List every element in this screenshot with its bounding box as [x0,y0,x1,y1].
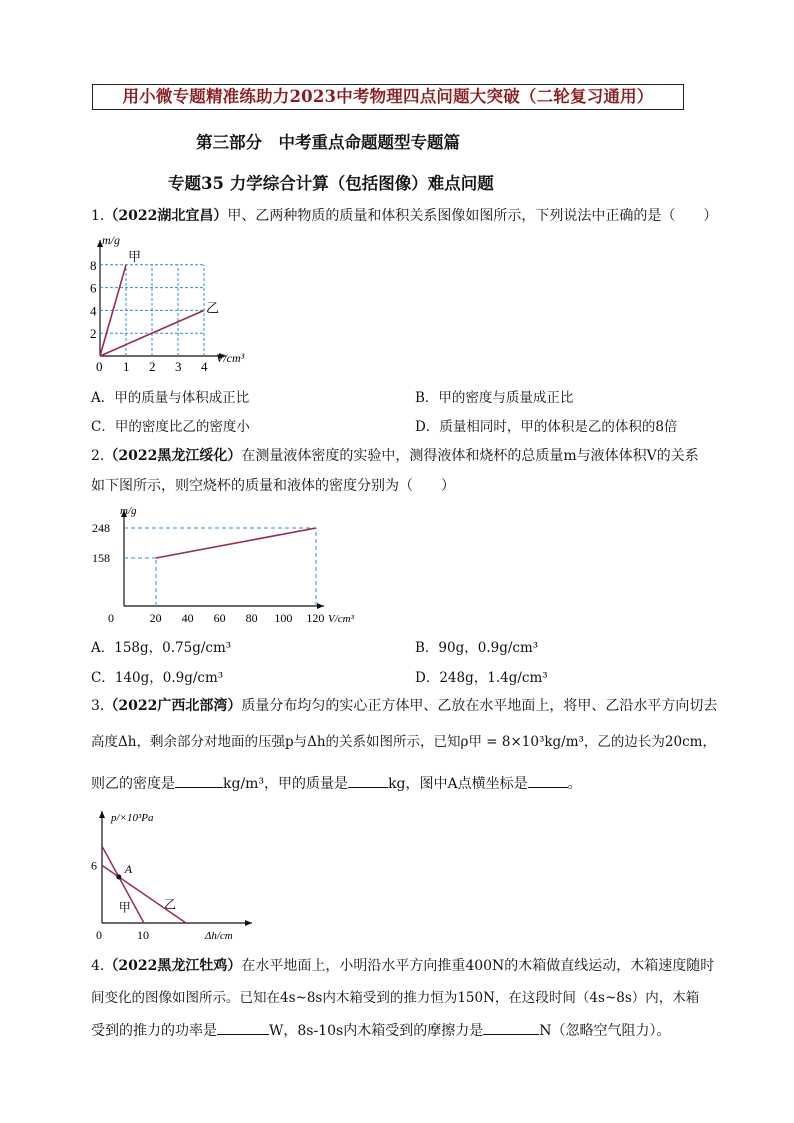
q1-stem [91,206,717,226]
q3-blank-mass[interactable] [348,773,388,788]
x-tick-label: 80 [245,611,258,625]
q4-number: 4. [91,958,105,974]
q2-source: （2022黑龙江绥化） [104,448,242,464]
series-line-yi [102,865,186,923]
x-tick-label: 0 [96,359,103,374]
x-axis-arrow [317,603,324,609]
q1-option-c: C．甲的密度比乙的密度小 [91,419,250,435]
q3-text3c: kg，图中A点横坐标是 [388,776,528,792]
series-label-yi: 乙 [164,897,177,912]
x-tick-label: 100 [274,611,293,625]
x-tick-label: 4 [201,359,208,374]
collection-banner: 用小微专题精准练助力2023中考物理四点问题大突破（二轮复习通用） [92,84,684,110]
q2-option-b: B．90g，0.9g/cm³ [415,640,539,656]
q3-text1: 质量分布均匀的实心正方体甲、乙放在水平地面上，将甲、乙沿水平方向切去 [241,698,718,714]
x-axis-label: Δh/cm [204,930,233,942]
q3-blank-density[interactable] [175,773,223,788]
q4-line1 [91,956,714,976]
point-a-label: A [124,861,133,876]
q3-line1 [91,696,717,716]
q4-text3a: 受到的推力的功率是 [91,1023,217,1039]
q3-line3 [91,773,582,794]
x-tick-label: 10 [137,928,149,942]
q1-option-a: A．甲的质量与体积成正比 [91,390,250,406]
x-tick-label: 0 [96,928,102,942]
y-tick-label: 4 [90,303,97,319]
q4-blank-power[interactable] [217,1020,269,1035]
x-tick-label: 20 [149,611,162,625]
x-tick-label: 2 [149,359,156,374]
series-label: 乙 [206,300,220,316]
x-tick-label: 40 [181,611,194,625]
q3-line2: 高度Δh，剩余部分对地面的压强p与Δh的关系如图所示，已知ρ甲 = 8×10³kg/m³，乙的边长为20cm， [91,734,716,750]
y-tick-label: 6 [91,858,97,873]
y-tick-label: 158 [92,551,110,565]
series-label-jia: 甲 [118,900,131,915]
y-axis-label: m/g [102,233,120,247]
y-tick-label: 248 [92,521,110,535]
q4-text3c: N（忽略空气阻力）。 [539,1023,671,1039]
x-axis-label: V/cm³ [216,351,245,365]
x-axis-label: V/cm³ [328,613,354,625]
x-tick-label: 60 [213,611,226,625]
series-label: 甲 [128,248,142,264]
q1-number: 1. [91,208,105,224]
q2-option-a: A．158g，0.75g/cm³ [91,640,232,656]
y-axis-label: p/×10³Pa [111,812,154,824]
q1-source: （2022湖北宜昌） [104,208,228,224]
y-tick-label: 6 [90,280,97,296]
q4-source: （2022黑龙江牡鸡） [104,958,242,974]
q4-line3 [91,1020,670,1041]
q2-number: 2. [91,448,105,464]
y-tick-label: 2 [90,326,97,342]
q3-source: （2022广西北部湾） [104,698,242,714]
x-tick-label: 0 [108,611,114,625]
x-tick-label: 120 [306,611,325,625]
q2-option-d: D．248g，1.4g/cm³ [415,670,548,686]
x-axis-arrow [245,920,252,926]
q3-text3a: 则乙的密度是 [91,776,175,792]
x-tick-label: 1 [123,359,130,374]
q3-text3b: kg/m³，甲的质量是 [223,776,349,792]
q4-blank-friction[interactable] [483,1020,539,1035]
q2-text1: 在测量液体密度的实验中，测得液体和烧杯的总质量m与液体体积V的关系 [241,448,699,464]
q2-stem-line2: 如下图所示，则空烧杯的质量和液体的密度分别为（ ） [91,478,455,494]
x-tick-label: 3 [175,359,182,374]
q1-chart [86,228,266,378]
q2-stem-line1 [91,446,699,466]
q1-option-b: B．甲的密度与质量成正比 [415,390,574,406]
q3-number: 3. [91,698,105,714]
y-axis-label: m/g [120,505,137,517]
q4-text1: 在水平地面上，小明沿水平方向推重400N的木箱做直线运动，木箱速度随时 [241,958,715,974]
q4-text3b: W，8s-10s内木箱受到的摩擦力是 [269,1023,484,1039]
q1-text: 甲、乙两种物质的质量和体积关系图像如图所示，下列说法中正确的是（ ） [227,208,718,224]
q3-text3d: 。 [567,776,582,792]
q3-blank-abscissa[interactable] [528,773,568,788]
part-title: 第三部分 中考重点命题题型专题篇 [196,133,460,152]
series-line [156,528,316,558]
q2-chart [86,500,354,630]
q2-option-c: C．140g，0.9g/cm³ [91,670,224,686]
point-a [116,874,121,879]
y-tick-label: 8 [90,257,97,273]
q4-line2: 间变化的图像如图所示。已知在4s~8s内木箱受到的推力恒为150N，在这段时间（4s~8s）内，木箱 [91,990,700,1006]
topic-title: 专题35 力学综合计算（包括图像）难点问题 [168,174,494,193]
y-axis-arrow [99,811,105,818]
q3-chart [86,805,266,945]
q1-option-d: D．质量相同时，甲的体积是乙的体积的8倍 [415,419,678,435]
